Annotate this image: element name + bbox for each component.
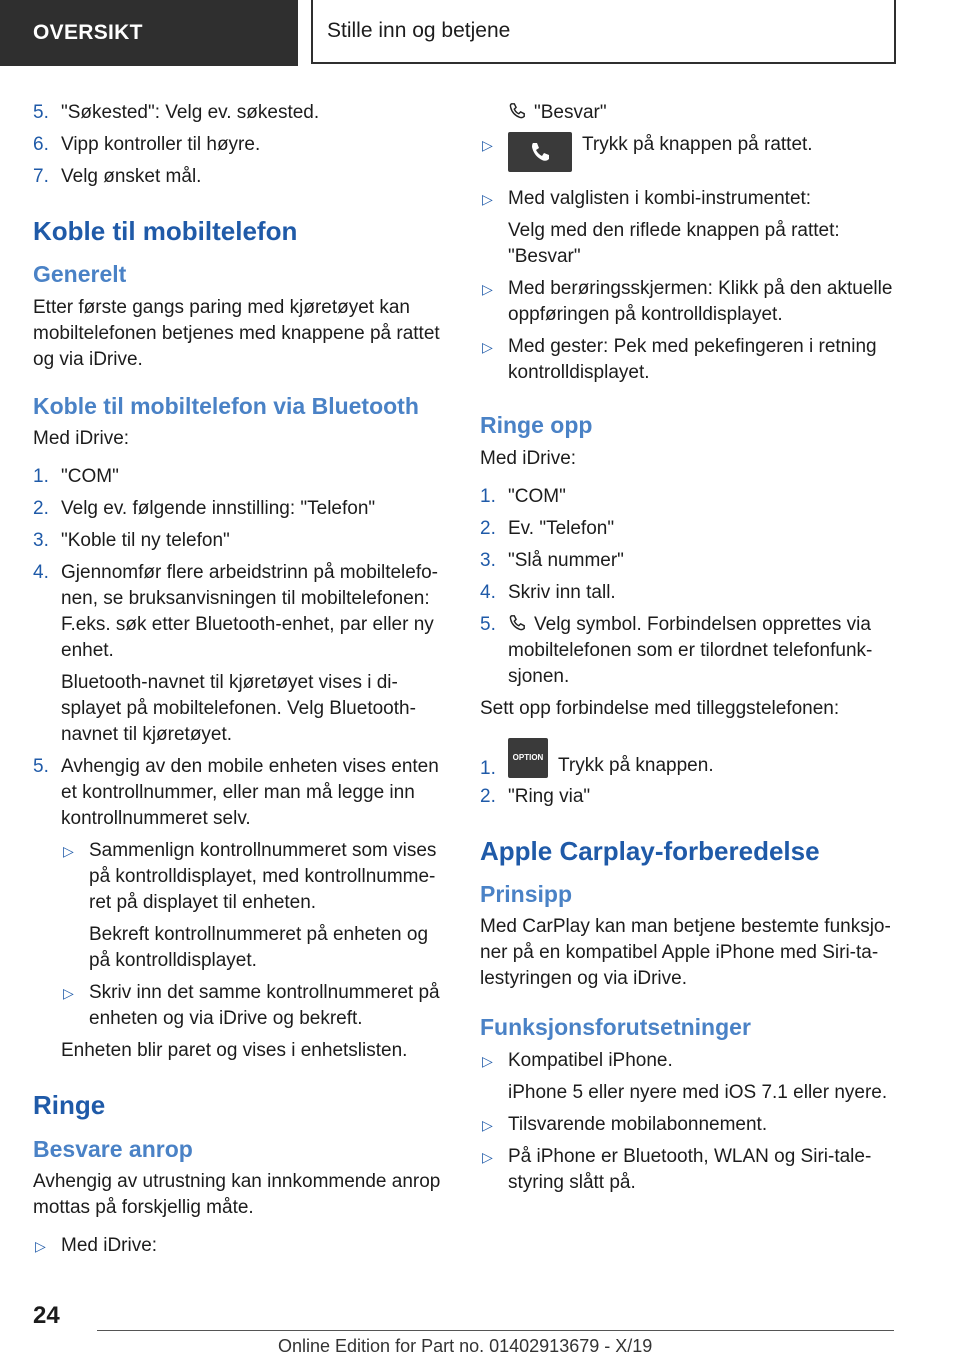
principle-text: Med CarPlay kan man betjene bestemte funksjo-ner på en kompatibel Apple iPhone med Siri-ta-lestyringen og via iDrive. bbox=[480, 916, 891, 990]
heading-ring: Ringe bbox=[33, 1090, 106, 1121]
chapter-tab: Stille inn og betjene bbox=[311, 0, 896, 64]
bullet-item: ▷ Med gester: Pek med pekefingeren i retning kontrolldisplayet. bbox=[482, 336, 877, 383]
bullet-note: Velg med den riflede knappen på rattet: "Besvar" bbox=[508, 220, 840, 267]
besvar-line: "Besvar" bbox=[480, 100, 900, 126]
bullet-item: ▷ Skriv inn det samme kontrollnummeret på enheten og via iDrive og bekreft. bbox=[63, 982, 440, 1030]
bullet-item: ▷ Tilsvarende mobilabonnement. bbox=[480, 1112, 900, 1138]
option-button-icon: OPTION bbox=[508, 738, 548, 778]
left-column bbox=[33, 100, 448, 1265]
triangle-bullet-icon: ▷ bbox=[482, 339, 493, 355]
with-idrive-text: Med iDrive: bbox=[33, 428, 130, 450]
bullet-note: Bekreft kontrollnummeret på enheten og på kontrolldisplayet. bbox=[89, 924, 429, 972]
triangle-bullet-icon: ▷ bbox=[482, 1116, 493, 1133]
heading-bluetooth: Koble til mobiltelefon via Bluetooth bbox=[33, 392, 419, 419]
bullet-item: ▷ Med berøringsskjermen: Klikk på den aktuelle oppføringen på kontrolldisplayet. bbox=[482, 278, 893, 325]
heading-general: Generelt bbox=[33, 261, 127, 288]
list-item: 3. "Koble til ny telefon" bbox=[33, 530, 230, 552]
with-idrive-text: Med iDrive: bbox=[480, 447, 577, 469]
phone-icon bbox=[508, 102, 526, 120]
list-item: 2. Velg ev. følgende innstilling: "Telefon" bbox=[33, 498, 376, 520]
list-item: 1. "COM" bbox=[33, 466, 119, 488]
bullet-item: ▷ På iPhone er Bluetooth, WLAN og Siri-tale-styring slått på. bbox=[482, 1145, 872, 1193]
list-item: 6. Vipp kontroller til høyre. bbox=[33, 134, 261, 155]
footer-edition: Online Edition for Part no. 01402913679 - X/19 bbox=[278, 1336, 653, 1356]
bullet-note: iPhone 5 eller nyere med iOS 7.1 eller nyere. bbox=[508, 1081, 888, 1103]
triangle-bullet-icon: ▷ bbox=[35, 1238, 46, 1255]
triangle-bullet-icon: ▷ bbox=[63, 843, 74, 860]
bullet-item: ▷ Sammenlign kontrollnummeret som vises på kontrolldisplayet, med kontrollnumme-ret på displayet til enheten. bbox=[63, 840, 437, 914]
triangle-bullet-icon: ▷ bbox=[482, 1052, 493, 1069]
heading-ring-up: Ringe opp bbox=[480, 412, 593, 438]
phone-icon bbox=[508, 614, 526, 632]
list-item: 2. Ev. "Telefon" bbox=[480, 517, 615, 539]
list-item: 3. "Slå nummer" bbox=[480, 549, 624, 571]
heading-answer: Besvare anrop bbox=[33, 1135, 193, 1162]
heading-carplay: Apple Carplay-forberedelse bbox=[480, 835, 820, 866]
page-header bbox=[0, 0, 960, 66]
page-number: 24 bbox=[33, 1302, 60, 1329]
list-item: 4. Gjennomfør flere arbeidstrinn på mobiltelefo-nen, se bruksanvisningen til mobiltelefonen: F.eks. søk etter Bluetooth-enhet, par eller ny enhet. bbox=[33, 562, 439, 662]
list-item: 5. Avhengig av den mobile enheten vises enten et kontrollnummer, eller man må legge inn kontrollnummeret selv. bbox=[33, 756, 439, 830]
list-item: 1. "COM" bbox=[480, 485, 566, 507]
step-note: Bluetooth-navnet til kjøretøyet vises i di-splayet på mobiltelefonen. Velg Bluetooth-navnet til kjøretøyet. bbox=[61, 672, 416, 746]
triangle-bullet-icon: ▷ bbox=[482, 137, 493, 153]
list-item: 5. "Søkested": Velg ev. søkested. bbox=[33, 102, 320, 123]
list-item: 5. Velg symbol. Forbindelsen opprettes via mobiltelefonen som er tilordnet telefonfunk-sjonen. bbox=[480, 613, 873, 687]
right-column bbox=[480, 100, 900, 1202]
list-item: 2. "Ring via" bbox=[480, 785, 591, 807]
bullet-item: ▷ Med valglisten i kombi-instrumentet: bbox=[480, 186, 900, 212]
section-tab: OVERSIKT bbox=[0, 0, 298, 66]
phone-button-icon bbox=[508, 132, 572, 172]
paired-note: Enheten blir paret og vises i enhetslisten. bbox=[61, 1040, 408, 1062]
answer-text: Avhengig av utrustning kan innkommende anrop mottas på forskjellig måte. bbox=[33, 1171, 441, 1219]
heading-connect-phone: Koble til mobiltelefon bbox=[33, 216, 298, 246]
triangle-bullet-icon: ▷ bbox=[63, 985, 74, 1002]
bullet-item: ▷ Med iDrive: bbox=[33, 1233, 448, 1259]
triangle-bullet-icon: ▷ bbox=[482, 1148, 493, 1165]
list-item: 4. Skriv inn tall. bbox=[480, 581, 616, 603]
heading-principle: Prinsipp bbox=[480, 880, 573, 907]
list-item: 1. OPTION Trykk på knappen. bbox=[480, 738, 900, 778]
bullet-item: ▷ Kompatibel iPhone. bbox=[480, 1048, 900, 1074]
heading-requirements: Funksjonsforutsetninger bbox=[480, 1014, 751, 1041]
triangle-bullet-icon: ▷ bbox=[482, 281, 493, 297]
footer-divider bbox=[97, 1330, 894, 1331]
list-item: 7. Velg ønsket mål. bbox=[33, 166, 202, 187]
triangle-bullet-icon: ▷ bbox=[482, 191, 493, 207]
bullet-item: ▷ Trykk på knappen på rattet. bbox=[480, 132, 900, 172]
general-text: Etter første gangs paring med kjøretøyet kan mobiltelefonen betjenes med knappene på rattet og via iDrive. bbox=[33, 296, 440, 370]
additional-phone-text: Sett opp forbindelse med tilleggstelefonen: bbox=[480, 697, 840, 719]
